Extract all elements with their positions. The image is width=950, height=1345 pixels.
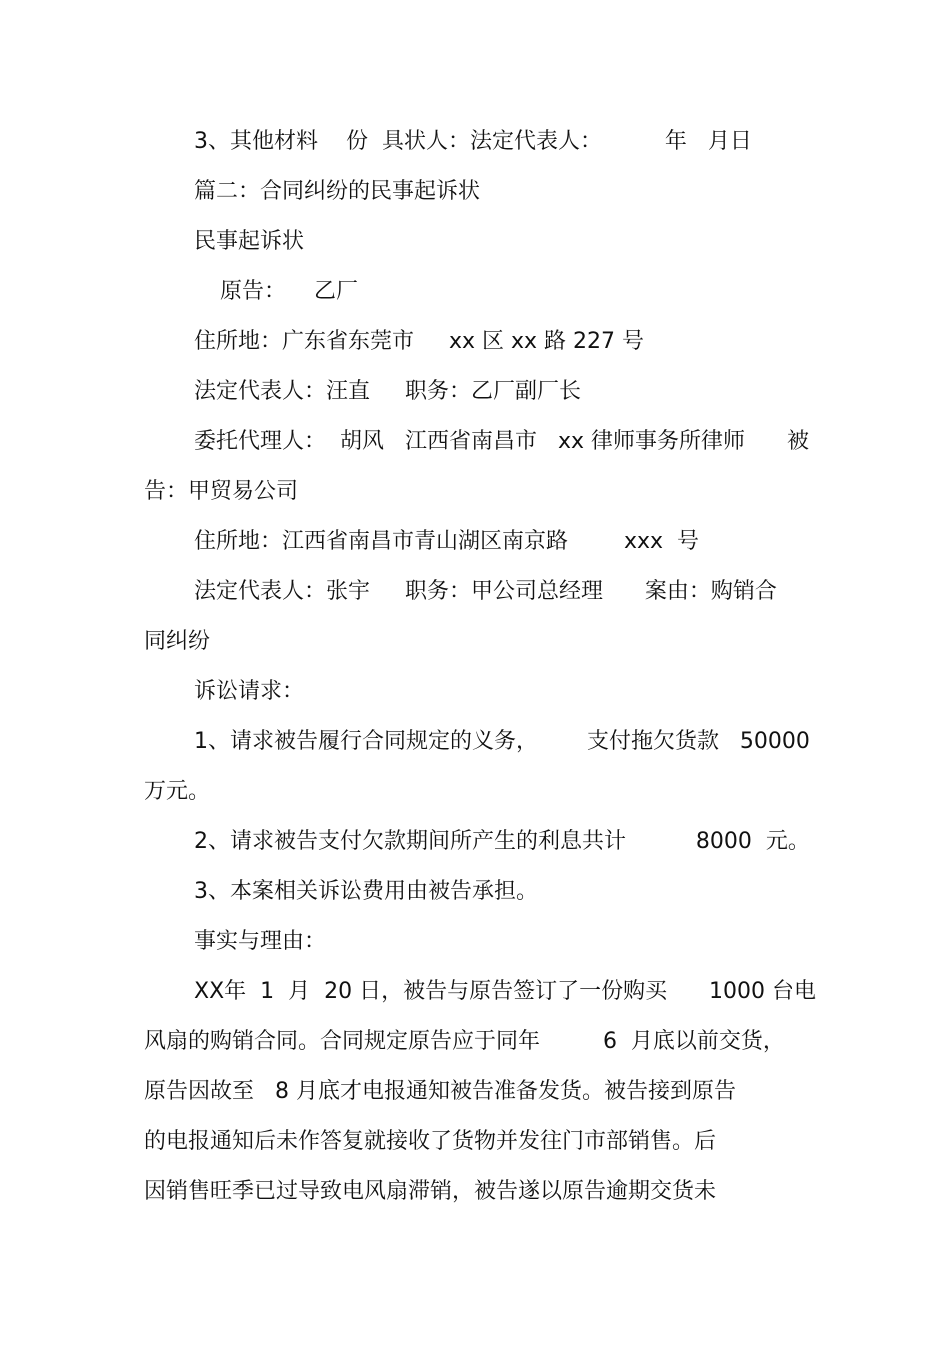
facts-paragraph-line-2: 风扇的购销合同。合同规定原告应于同年 6 月底以前交货， — [144, 1029, 785, 1054]
facts-paragraph-line-1: XX年 1 月 20 日，被告与原告签订了一份购买 1000 台电 — [194, 979, 817, 1004]
facts-paragraph-line-5: 因销售旺季已过导致电风扇滞销，被告遂以原告逾期交货未 — [144, 1179, 717, 1204]
claim-1-line: 1、请求被告履行合同规定的义务， 支付拖欠货款 50000 — [194, 729, 810, 754]
defendant-line: 告：甲贸易公司 — [144, 479, 299, 504]
defendant-representative-line: 法定代表人：张宇 职务：甲公司总经理 案由：购销合 — [194, 579, 777, 604]
claims-heading: 诉讼请求： — [194, 679, 305, 704]
facts-paragraph-line-4: 的电报通知后未作答复就接收了货物并发往门市部销售。后 — [144, 1129, 717, 1154]
facts-heading: 事实与理由： — [194, 929, 327, 954]
claim-3-line: 3、本案相关诉讼费用由被告承担。 — [194, 879, 538, 904]
text-line-other-materials: 3、其他材料 份 具状人：法定代表人： 年 月日 — [194, 129, 752, 154]
claim-1-continuation: 万元。 — [144, 779, 211, 804]
defendant-address-line: 住所地：江西省南昌市青山湖区南京路 xxx 号 — [194, 529, 699, 554]
plaintiff-representative-line: 法定代表人：汪直 职务：乙厂副厂长 — [194, 379, 581, 404]
document-title: 民事起诉状 — [194, 229, 305, 254]
agent-line: 委托代理人： 胡风 江西省南昌市 xx 律师事务所律师 被 — [194, 429, 809, 454]
section-heading: 篇二：合同纠纷的民事起诉状 — [194, 179, 481, 204]
plaintiff-address-line: 住所地：广东省东莞市 xx 区 xx 路 227 号 — [194, 329, 645, 354]
case-cause-continuation: 同纠纷 — [144, 629, 211, 654]
claim-2-line: 2、请求被告支付欠款期间所产生的利息共计 8000 元。 — [194, 829, 810, 854]
plaintiff-line: 原告： 乙厂 — [220, 279, 358, 304]
facts-paragraph-line-3: 原告因故至 8 月底才电报通知被告准备发货。被告接到原告 — [144, 1079, 736, 1104]
